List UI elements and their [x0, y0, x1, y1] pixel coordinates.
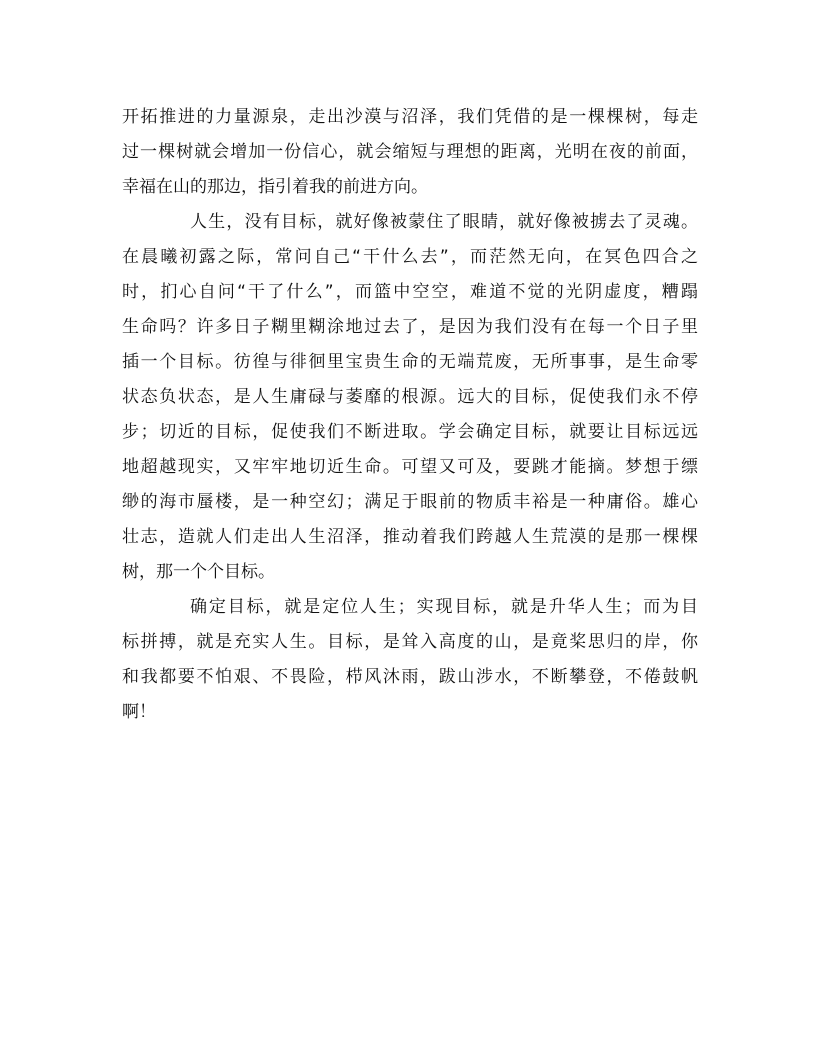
text-line: 标拼搏，就是充实人生。目标，是耸入高度的山，是竟桨思归的岸，你: [122, 632, 698, 652]
text-line: 状态负状态，是人生庸碌与萎靡的根源。远大的目标，促使我们永不停: [122, 387, 698, 407]
text-line: 开拓推进的力量源泉，走出沙漠与沼泽，我们凭借的是一棵棵树，每走: [122, 107, 698, 127]
text-line: 啊！: [122, 702, 156, 722]
paragraph-3: [122, 590, 698, 730]
document-body: [122, 100, 698, 730]
text-line: 人生，没有目标，就好像被蒙住了眼睛，就好像被掳去了灵魂。: [190, 212, 698, 232]
text-line: 树，那一个个目标。: [122, 562, 275, 582]
paragraph-2: [122, 205, 698, 590]
text-line: 插一个目标。彷徨与徘徊里宝贵生命的无端荒废，无所事事，是生命零: [122, 352, 698, 372]
text-line: 地超越现实，又牢牢地切近生命。可望又可及，要跳才能摘。梦想于缥: [122, 457, 698, 477]
text-line: 过一棵树就会增加一份信心，就会缩短与理想的距离，光明在夜的前面，: [122, 142, 698, 162]
text-line: 幸福在山的那边，指引着我的前进方向。: [122, 177, 428, 197]
text-line: 缈的海市蜃楼，是一种空幻；满足于眼前的物质丰裕是一种庸俗。雄心: [122, 492, 698, 512]
text-line: 壮志，造就人们走出人生沼泽，推动着我们跨越人生荒漠的是那一棵棵: [122, 527, 698, 547]
text-line: 确定目标，就是定位人生；实现目标，就是升华人生；而为目: [190, 597, 698, 617]
text-line: 生命吗？许多日子糊里糊涂地过去了，是因为我们没有在每一个日子里: [122, 317, 698, 337]
text-line: 时，扪心自问“干了什么”，而篮中空空，难道不觉的光阴虚度，糟蹋: [122, 282, 698, 302]
text-line: 在晨曦初露之际，常问自己“干什么去”，而茫然无向，在冥色四合之: [122, 247, 698, 267]
text-line: 和我都要不怕艰、不畏险，栉风沐雨，跋山涉水，不断攀登，不倦鼓帆: [122, 667, 698, 687]
paragraph-1: [122, 100, 698, 205]
text-line: 步；切近的目标，促使我们不断进取。学会确定目标，就要让目标远远: [122, 422, 698, 442]
